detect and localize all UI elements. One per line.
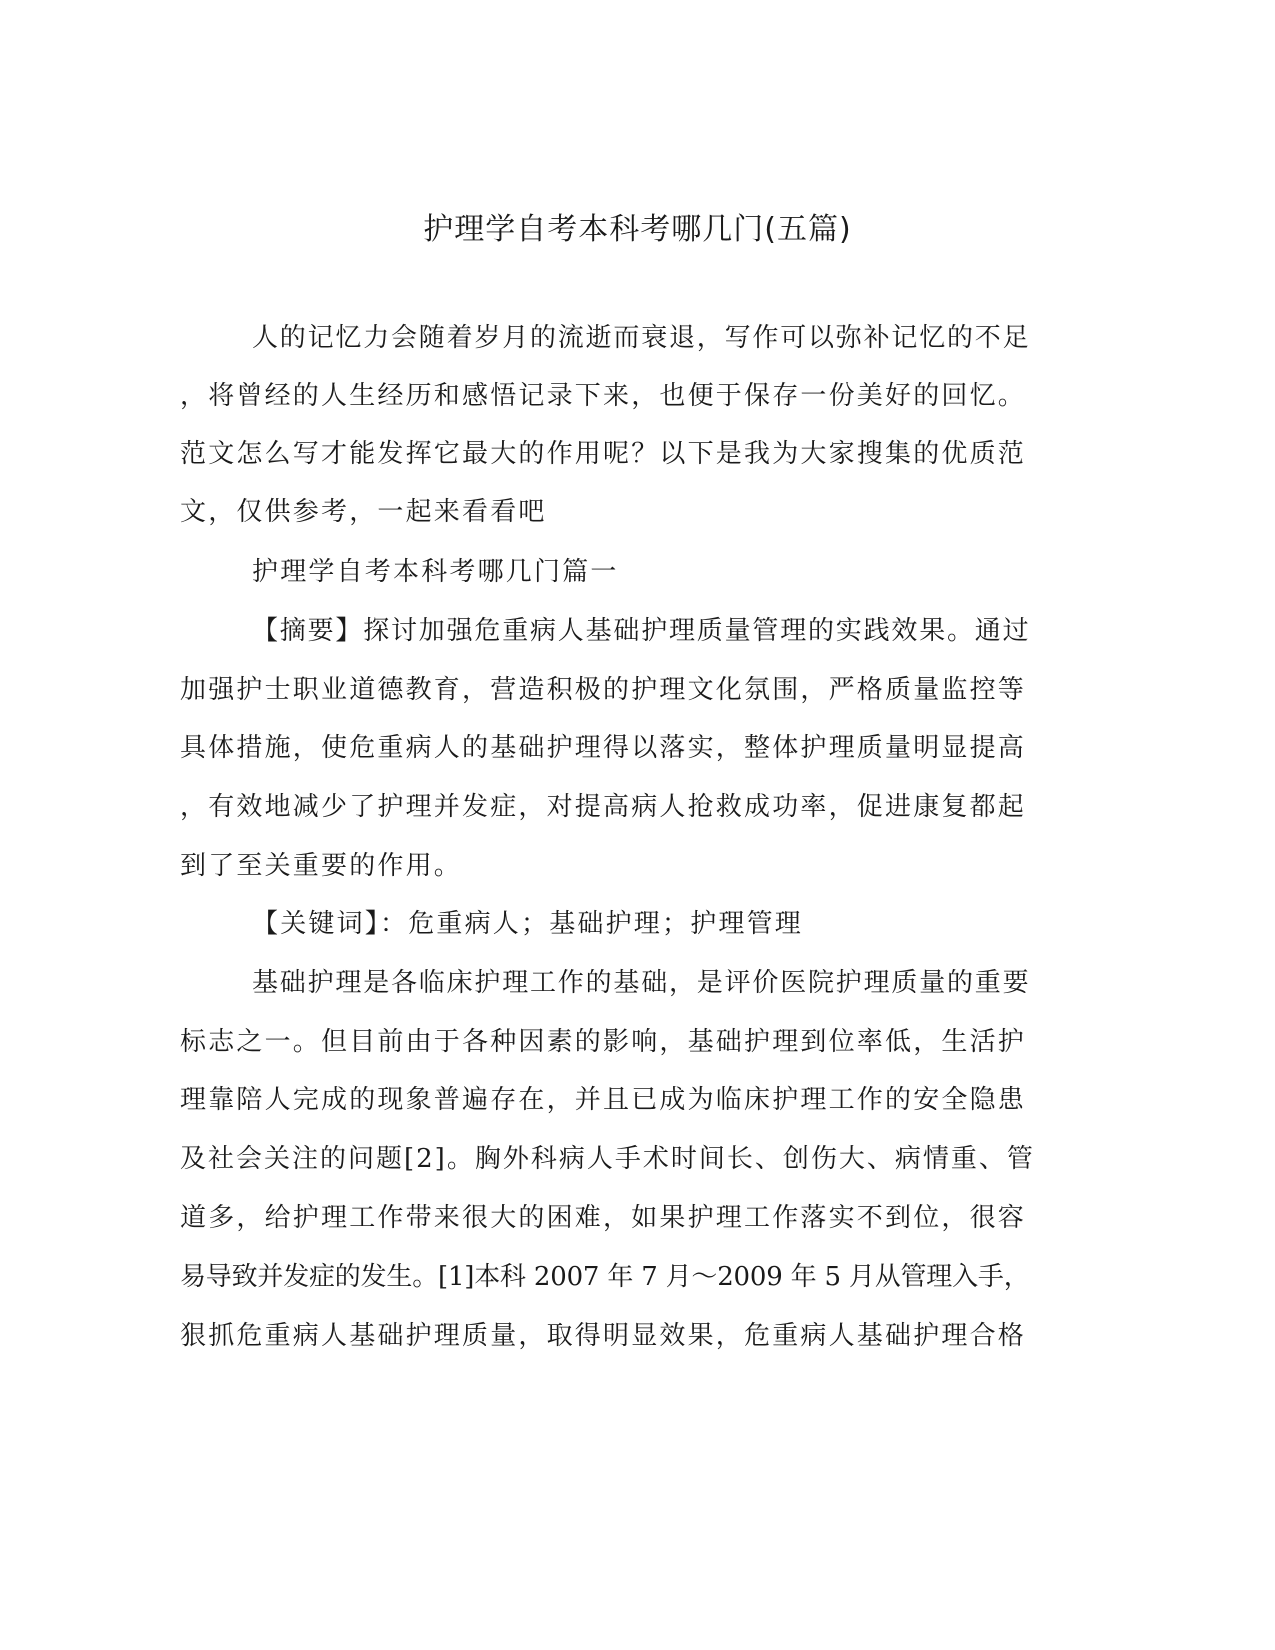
abstract-line: 加强护士职业道德教育，营造积极的护理文化氛围，严格质量监控等	[180, 675, 1027, 705]
body-line: 标志之一。但目前由于各种因素的影响，基础护理到位率低，生活护	[180, 1027, 1027, 1057]
body-line: 易导致并发症的发生。[1]本科 2007 年 7 月～2009 年 5 月从管理入手，	[180, 1262, 1030, 1292]
body-line: 狠抓危重病人基础护理质量，取得明显效果，危重病人基础护理合格	[180, 1321, 1027, 1351]
abstract-line: 【摘要】探讨加强危重病人基础护理质量管理的实践效果。通过	[252, 616, 1031, 646]
abstract-line: ，有效地减少了护理并发症，对提高病人抢救成功率，促进康复都起	[180, 792, 1027, 822]
intro-line: 范文怎么写才能发挥它最大的作用呢？以下是我为大家搜集的优质范	[180, 439, 1027, 469]
keywords-line: 【关键词】：危重病人；基础护理；护理管理	[252, 909, 804, 939]
intro-line: ，将曾经的人生经历和感悟记录下来，也便于保存一份美好的回忆。	[180, 381, 1027, 411]
body-line: 理靠陪人完成的现象普遍存在，并且已成为临床护理工作的安全隐患	[180, 1085, 1027, 1115]
intro-line: 人的记忆力会随着岁月的流逝而衰退，写作可以弥补记忆的不足	[252, 323, 1031, 353]
body-line: 基础护理是各临床护理工作的基础，是评价医院护理质量的重要	[252, 968, 1031, 998]
abstract-line: 具体措施，使危重病人的基础护理得以落实，整体护理质量明显提高	[180, 733, 1027, 763]
section-heading: 护理学自考本科考哪几门篇一	[252, 557, 619, 587]
document-title: 护理学自考本科考哪几门(五篇)	[423, 212, 852, 247]
intro-line: 文，仅供参考，一起来看看吧	[180, 497, 547, 527]
body-line: 道多，给护理工作带来很大的困难，如果护理工作落实不到位，很容	[180, 1203, 1027, 1233]
body-line: 及社会关注的问题[2]。胸外科病人手术时间长、创伤大、病情重、管	[180, 1144, 1035, 1174]
abstract-line: 到了至关重要的作用。	[180, 851, 463, 881]
